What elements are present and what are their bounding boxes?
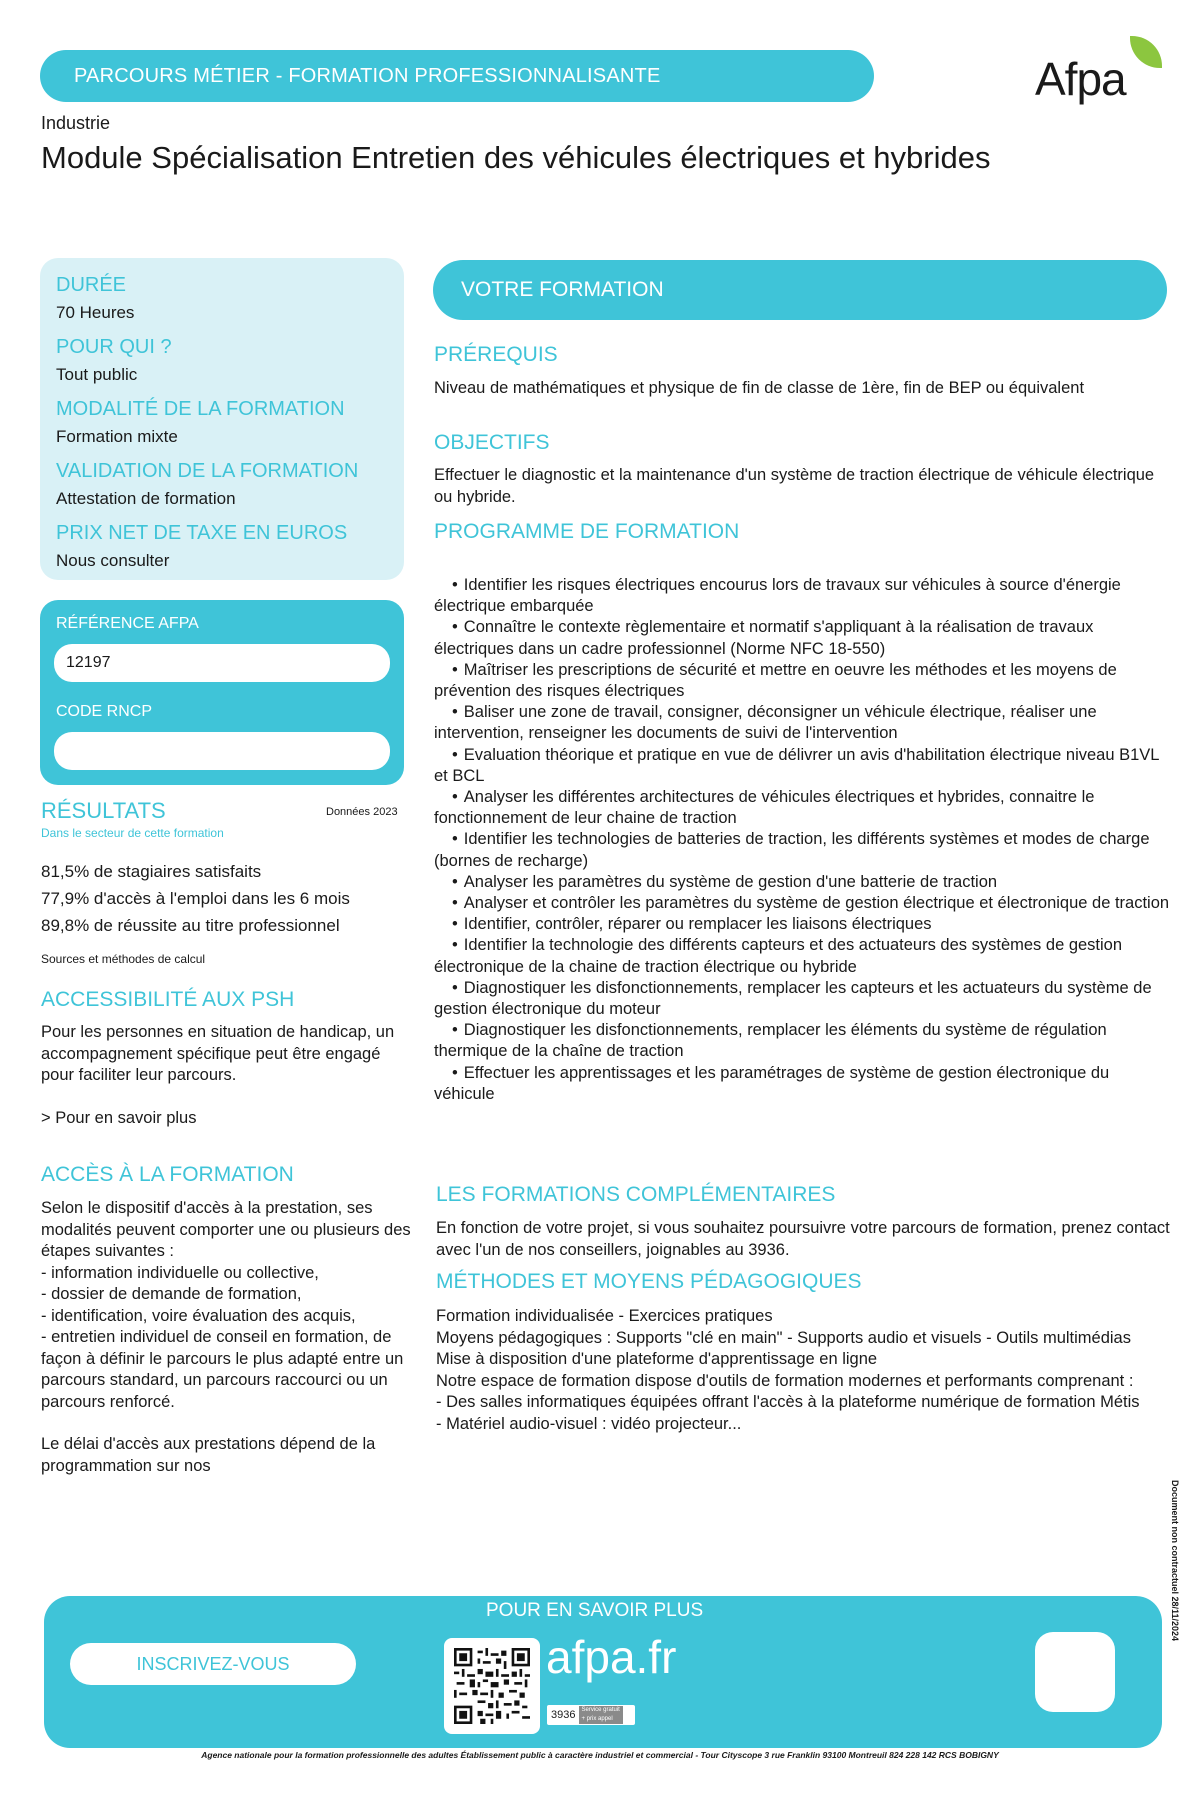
info-item-modalite	[56, 396, 388, 448]
program-item: • Identifier les risques électriques encourus lors de travaux sur véhicules à source d'énergie électrique embarquée	[434, 576, 1121, 616]
complementary-title: LES FORMATIONS COMPLÉMENTAIRES	[436, 1183, 836, 1206]
program-item: • Identifier les technologies de batteries de traction, les différents systèmes et modes de charge (bornes de recharge)	[434, 830, 1150, 870]
afpa-logo	[1035, 36, 1165, 116]
access-line: - identification, voire évaluation des acquis,	[41, 1306, 356, 1325]
info-value: Nous consulter	[56, 551, 170, 570]
legal-text: Agence nationale pour la formation professionnelle des adultes Établissement public à caractère industriel et commercial - Tour Cityscope 3 rue Franklin 93100 Montreuil 824 228 142 RCS BOBIGNY	[201, 1750, 999, 1760]
bullet-icon: •	[452, 1063, 458, 1082]
bullet-icon: •	[452, 618, 458, 637]
top-banner: PARCOURS MÉTIER - FORMATION PROFESSIONNALISANTE	[40, 50, 874, 102]
bullet-icon: •	[452, 978, 458, 997]
bullet-icon: •	[452, 745, 458, 764]
qr-code-icon[interactable]	[444, 1638, 540, 1734]
footer-title: POUR EN SAVOIR PLUS	[486, 1600, 704, 1621]
formation-banner: VOTRE FORMATION	[433, 260, 1167, 320]
website-link[interactable]: afpa.fr	[546, 1631, 677, 1683]
program-item: • Connaître le contexte règlementaire et normatif s'appliquant à la réalisation de travaux électriques dans un cadre professionnel (Norme NFC 18-550)	[434, 618, 1094, 658]
reference-card	[40, 600, 404, 785]
info-item-duree	[56, 272, 388, 324]
psh-more-link[interactable]: > Pour en savoir plus	[41, 1109, 197, 1127]
bullet-icon: •	[452, 936, 458, 955]
program-item: • Evaluation théorique et pratique en vue de délivrer un avis d'habilitation électrique niveau B1VL et BCL	[434, 745, 1159, 785]
program-item: • Identifier, contrôler, réparer ou remplacer les liaisons électriques	[452, 915, 932, 934]
complementary-text: En fonction de votre projet, si vous souhaitez poursuivre votre parcours de formation, prenez contact avec l'un de nos conseillers, joignables au 3936.	[436, 1219, 1170, 1259]
phone-badge[interactable]	[547, 1705, 635, 1725]
methods-title: MÉTHODES ET MOYENS PÉDAGOGIQUES	[436, 1270, 862, 1293]
afpa-reference-field: 12197	[54, 644, 390, 682]
rncp-code-field	[54, 732, 390, 770]
methods-line: Moyens pédagogiques : Supports "clé en main" - Supports audio et visuels - Outils multimédias	[436, 1328, 1131, 1347]
results-title: RÉSULTATS	[41, 798, 166, 823]
program-item: • Maîtriser les prescriptions de sécurité et mettre en oeuvre les méthodes et les moyens de prévention des risques électriques	[434, 660, 1117, 701]
program-item: • Analyser et contrôler les paramètres du système de gestion électrique et électronique de traction	[452, 894, 1170, 913]
phone-number: 3936	[551, 1709, 576, 1721]
access-line: - entretien individuel de conseil en formation, de façon à définir le parcours le plus adapté entre un parcours standard, un parcours raccourci ou un parcours renforcé.	[41, 1328, 404, 1411]
bullet-icon: •	[452, 660, 458, 679]
methods-line: Formation individualisée - Exercices pratiques	[436, 1307, 773, 1325]
info-label: MODALITÉ DE LA FORMATION	[56, 398, 345, 420]
psh-title: ACCESSIBILITÉ AUX PSH	[41, 988, 295, 1011]
objectives-text: Effectuer le diagnostic et la maintenance d'un système de traction électrique de véhicule électrique ou hybride.	[434, 466, 1155, 506]
bullet-icon: •	[452, 894, 458, 913]
methods-line: Notre espace de formation dispose d'outils de formation modernes et performants comprenant :	[436, 1371, 1134, 1390]
info-item-validation	[56, 458, 388, 510]
prereq-text: Niveau de mathématiques et physique de fin de classe de 1ère, fin de BEP ou équivalent	[434, 379, 1085, 397]
phone-tag: Service gratuit + prix appel	[579, 1706, 623, 1724]
methods-line: Mise à disposition d'une plateforme d'apprentissage en ligne	[436, 1350, 878, 1368]
results-subtitle: Dans le secteur de cette formation	[41, 826, 224, 840]
prereq-title: PRÉREQUIS	[434, 343, 558, 366]
access-line: Selon le dispositif d'accès à la prestation, ses modalités peuvent comporter une ou plusieurs des étapes suivantes :	[41, 1199, 411, 1260]
result-item: 89,8% de réussite au titre professionnel	[41, 916, 340, 935]
result-item: 81,5% de stagiaires satisfaits	[41, 862, 262, 881]
access-text	[41, 1198, 411, 1413]
results-sources-link[interactable]: Sources et méthodes de calcul	[41, 952, 206, 966]
rncp-code-label: CODE RNCP	[56, 703, 153, 720]
leaf-icon	[1130, 36, 1162, 68]
signup-button[interactable]: INSCRIVEZ-VOUS	[70, 1643, 356, 1685]
info-label: POUR QUI ?	[56, 336, 172, 358]
info-label: DURÉE	[56, 274, 127, 296]
access-title: ACCÈS À LA FORMATION	[41, 1163, 294, 1186]
program-list	[434, 575, 1174, 1105]
methods-text	[436, 1306, 1176, 1435]
objectives-title: OBJECTIFS	[434, 431, 550, 454]
program-item: • Identifier la technologie des différents capteurs et des actuateurs des systèmes de gestion électronique de la chaine de traction électrique ou hybride	[434, 936, 1123, 976]
info-item-prix	[56, 520, 388, 572]
bullet-icon: •	[452, 1021, 458, 1040]
program-item: • Baliser une zone de travail, consigner, déconsigner un véhicule électrique, réaliser une intervention, renseigner les documents de suivi de l'intervention	[434, 703, 1097, 743]
afpa-reference-label: RÉFÉRENCE AFPA	[56, 615, 199, 632]
results-year: Données 2023	[326, 806, 398, 818]
bullet-icon: •	[452, 576, 458, 594]
program-item: • Diagnostiquer les disfonctionnements, remplacer les éléments du système de régulation thermique de la chaîne de traction	[434, 1021, 1107, 1061]
access-line: - dossier de demande de formation,	[41, 1285, 302, 1303]
psh-text: Pour les personnes en situation de handicap, un accompagnement spécifique peut être engagé pour faciliter leur parcours.	[41, 1023, 395, 1084]
bullet-icon: •	[452, 915, 458, 934]
methods-line: - Matériel audio-visuel : vidéo projecteur...	[436, 1414, 742, 1433]
program-item: • Effectuer les apprentissages et les paramétrages de système de gestion électronique du véhicule	[434, 1063, 1110, 1103]
info-label: PRIX NET DE TAXE EN EUROS	[56, 522, 348, 544]
result-item: 77,9% d'accès à l'emploi dans les 6 mois	[41, 889, 350, 908]
info-value: 70 Heures	[56, 303, 135, 322]
info-item-public	[56, 334, 388, 386]
access-delay: Le délai d'accès aux prestations dépend de la programmation sur nos	[41, 1435, 376, 1475]
info-value: Attestation de formation	[56, 489, 236, 508]
program-item: • Analyser les différentes architectures de véhicules électriques et hybrides, connaitre le fonctionnement de leur chaine de traction	[434, 788, 1095, 828]
info-value: Formation mixte	[56, 427, 178, 446]
page-title: Module Spécialisation Entretien des véhicules électriques et hybrides	[41, 140, 991, 175]
program-item: • Analyser les paramètres du système de gestion d'une batterie de traction	[452, 872, 998, 891]
bullet-icon: •	[452, 788, 458, 807]
qr-code-graphic	[454, 1648, 530, 1724]
bullet-icon: •	[452, 872, 458, 891]
program-title: PROGRAMME DE FORMATION	[434, 520, 740, 543]
bullet-icon: •	[452, 703, 458, 722]
footer-placeholder-box	[1035, 1632, 1115, 1712]
side-note: Document non contractuel 28/11/2024	[1170, 1480, 1180, 1642]
methods-line: - Des salles informatiques équipées offrant l'accès à la plateforme numérique de formation Métis	[436, 1393, 1140, 1411]
access-line: - information individuelle ou collective,	[41, 1263, 319, 1282]
info-value: Tout public	[56, 365, 138, 384]
logo-text: Afpa	[1035, 53, 1126, 105]
bullet-icon: •	[452, 830, 458, 849]
category: Industrie	[41, 113, 111, 133]
info-card	[40, 258, 404, 580]
results-list	[41, 858, 401, 939]
info-label: VALIDATION DE LA FORMATION	[56, 460, 359, 482]
program-item: • Diagnostiquer les disfonctionnements, remplacer les capteurs et les actuateurs du système de gestion électronique du moteur	[434, 978, 1152, 1019]
